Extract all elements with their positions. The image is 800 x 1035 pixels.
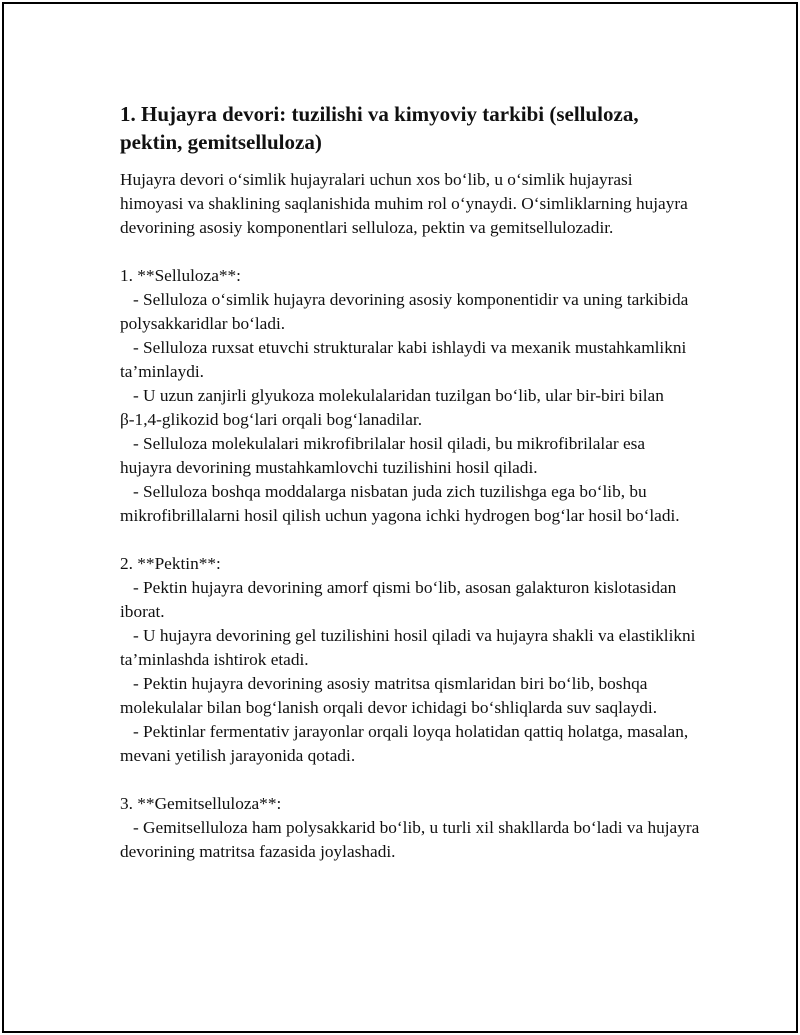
section-title: 3. **Gemitselluloza**: xyxy=(120,794,282,813)
section-selluloza xyxy=(120,264,700,528)
section-gemitselluloza xyxy=(120,792,704,864)
list-item: - Pektinlar fermentativ jarayonlar orqali loyqa holatidan qattiq holatga, masalan, mevani yetilish jarayonida qotadi. xyxy=(120,722,693,765)
section-title: 1. **Selluloza**: xyxy=(120,266,241,285)
list-item: - U uzun zanjirli glyukoza molekulalaridan tuzilgan bo‘lib, ular bir-biri bilan β-1,4-glikozid bog‘lari orqali bog‘lanadilar. xyxy=(120,386,669,429)
list-item: - Gemitselluloza ham polysakkarid bo‘lib, u turli xil shakllarda bo‘ladi va hujayra devorining matritsa fazasida joylashadi. xyxy=(120,818,704,861)
list-item: - Selluloza ruxsat etuvchi strukturalar kabi ishlaydi va mexanik mustahkamlikni ta’minlaydi. xyxy=(120,338,691,381)
list-item: - Selluloza molekulalari mikrofibrilalar hosil qiladi, bu mikrofibrilalar esa hujayra devorining mustahkamlovchi tuzilishini hosil qiladi. xyxy=(120,434,650,477)
section-pektin xyxy=(120,552,700,768)
intro-paragraph: Hujayra devori o‘simlik hujayralari uchun xos bo‘lib, u o‘simlik hujayrasi himoyasi va shaklining saqlanishida muhim rol o‘ynaydi. O‘simliklarning hujayra devorining asosiy komponentlari selluloza, pektin va gemitsellulozadir. xyxy=(120,170,688,237)
list-item: - Pektin hujayra devorining amorf qismi bo‘lib, asosan galakturon kislotasidan iborat. xyxy=(120,578,681,621)
section-title: 2. **Pektin**: xyxy=(120,554,221,573)
document-heading: 1. Hujayra devori: tuzilishi va kimyoviy tarkibi (selluloza, pektin, gemitselluloza) xyxy=(120,102,639,154)
list-item: - Selluloza o‘simlik hujayra devorining asosiy komponentidir va uning tarkibida polysakkaridlar bo‘ladi. xyxy=(120,290,693,333)
list-item: - Pektin hujayra devorining asosiy matritsa qismlaridan biri bo‘lib, boshqa molekulalar bilan bog‘lanish orqali devor ichidagi bo‘shliqlarda suv saqlaydi. xyxy=(120,674,658,717)
list-item: - Selluloza boshqa moddalarga nisbatan juda zich tuzilishga ega bo‘lib, bu mikrofibrillalarni hosil qilish uchun yagona ichki hydrogen bog‘lar hosil bo‘ladi. xyxy=(120,482,680,525)
list-item: - U hujayra devorining gel tuzilishini hosil qiladi va hujayra shakli va elastiklikni ta’minlashda ishtirok etadi. xyxy=(120,626,700,669)
document-page xyxy=(2,2,798,1033)
document-content xyxy=(120,100,704,864)
